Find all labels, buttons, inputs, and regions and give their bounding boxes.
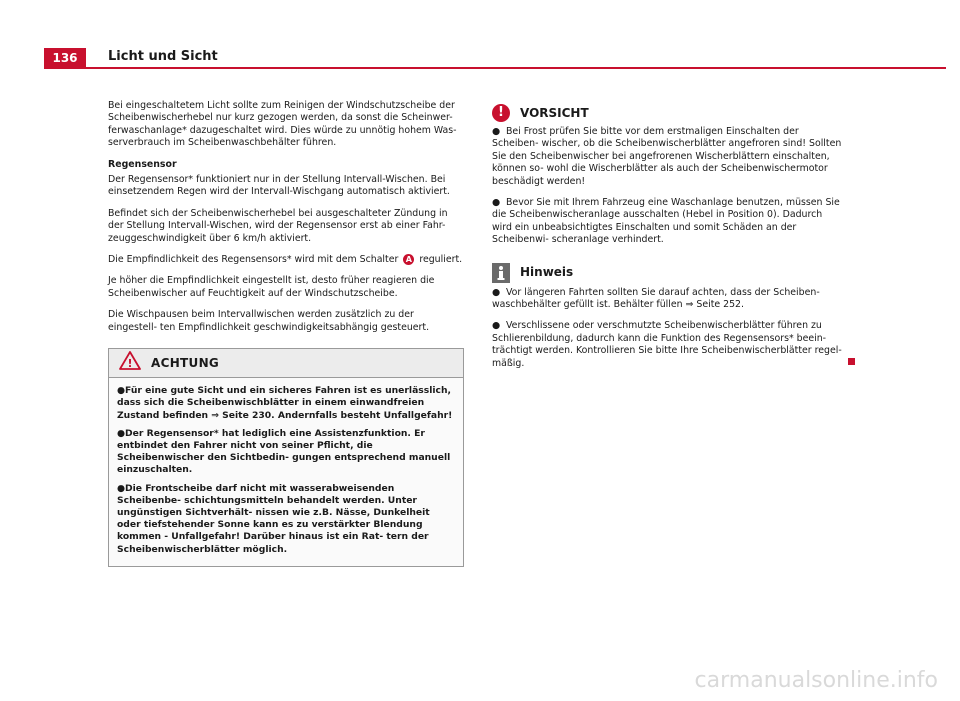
paragraph-interval-pause: Die Wischpausen beim Intervallwischen werden zusätzlich zu der eingestell- ten Empfindlichkeit geschwindigkeitsabhängig gesteuert. [108, 309, 430, 333]
sensitivity-text-after: reguliert. [419, 254, 463, 266]
section-end-marker [848, 358, 855, 365]
warning-title: ACHTUNG [151, 355, 220, 370]
note-header [492, 263, 842, 283]
svg-text:!: ! [127, 357, 133, 371]
caution-item: ● Bei Frost prüfen Sie bitte vor dem erstmaligen Einschalten der Scheiben- wischer, ob die Scheibenwischerblätter angefroren sind! Sollten Sie den Scheibenwischer bei angefrorenen Wischerblättern einschalten, können so- wohl die Wischerblätter als auch der Scheibenwischermotor beschädigt werden! [492, 126, 842, 187]
warning-item: ●Für eine gute Sicht und ein sicheres Fahren ist es unerlässlich, dass sich die Scheibenwischblätter in einem einwandfreien Zustand befinden ⇒ Seite 230. Andernfalls besteht Unfallgefahr! [117, 385, 453, 421]
note-title: Hinweis [520, 265, 574, 280]
warning-item: ●Der Regensensor* hat lediglich eine Assistenzfunktion. Er entbindet den Fahrer nicht von seiner Pflicht, die Scheibenwischer den Sichtbedin- gungen entsprechend manuell einzuschalten. [117, 427, 451, 476]
warning-item: ●Die Frontscheibe darf nicht mit wasserabweisenden Scheibenbe- schichtungsmitteln behandelt werden. Unter ungünstigen Sichtverhält- nissen wie z.B. Nässe, Dunkelheit oder tiefstehender Sonne kann es zu verstärkter Blendung kommen - Unfallgefahr! Darüber hinaus ist ein Rat- tern der Scheibenwischerblätter möglich. [117, 482, 430, 555]
warning-header [109, 349, 463, 378]
left-column [108, 100, 464, 567]
info-note-icon [492, 263, 510, 283]
paragraph-light-wash: Bei eingeschaltetem Licht sollte zum Reinigen der Windschutzscheibe der Scheibenwischerhebel nur kurz gezogen werden, da sonst die Scheinwer- ferwaschanlage* dazugeschaltet wird. Dies würde zu unnötig hohem Was- serverbrauch im Scheibenwaschbehälter führen. [108, 100, 457, 149]
right-column [492, 104, 842, 379]
watermark: carmanualsonline.info [694, 668, 938, 693]
sensitivity-text-before: Die Empfindlichkeit des Regensensors* wird mit dem Schalter [108, 254, 399, 266]
paragraph-regensensor-function: Der Regensensor* funktioniert nur in der Stellung Intervall-Wischen. Bei einsetzendem Regen wird der Intervall-Wischgang automatisch aktiviert. [108, 174, 450, 198]
caution-title: VORSICHT [520, 105, 589, 120]
warning-body [109, 378, 463, 566]
caution-header [492, 104, 842, 122]
switch-a-marker: A [403, 254, 414, 265]
warning-box [108, 348, 464, 567]
page-number: 136 [44, 48, 86, 68]
note-item: ● Vor längeren Fahrten sollten Sie darauf achten, dass der Scheiben- waschbehälter gefüllt ist. Behälter füllen ⇒ Seite 252. [492, 286, 820, 311]
caution-item: ● Bevor Sie mit Ihrem Fahrzeug eine Waschanlage benutzen, müssen Sie die Scheibenwischeranlage ausschalten (Hebel in Position 0). Dadurch wird ein unbeabsichtigtes Einschalten und somit Schäden an der Scheibenwi- scheranlage verhindert. [492, 197, 840, 246]
paragraph-regensensor-activation: Befindet sich der Scheibenwischerhebel bei ausgeschalteter Zündung in der Stellung Intervall-Wischen, wird der Regensensor erst ab einer Fahr- zeuggeschwindigkeit über 6 km/h aktiviert. [108, 207, 448, 244]
paragraph-sensitivity-effect: Je höher die Empfindlichkeit eingestellt ist, desto früher reagieren die Scheibenwischer auf Feuchtigkeit auf der Windschutzscheibe. [108, 275, 435, 299]
caution-exclamation-icon: ! [492, 104, 510, 122]
section-heading-regensensor: Regensensor [108, 158, 177, 170]
page-title: Licht und Sicht [108, 49, 218, 64]
paragraph-sensitivity [108, 254, 464, 266]
warning-triangle-icon [119, 351, 141, 374]
header-divider [44, 67, 946, 69]
note-item: ● Verschlissene oder verschmutzte Scheibenwischerblätter führen zu Schlierenbildung, dadurch kann die Funktion des Regensensors* beein- trächtigt werden. Kontrollieren Sie bitte Ihre Scheibenwischerblätter regel- mäßig. [492, 320, 842, 369]
